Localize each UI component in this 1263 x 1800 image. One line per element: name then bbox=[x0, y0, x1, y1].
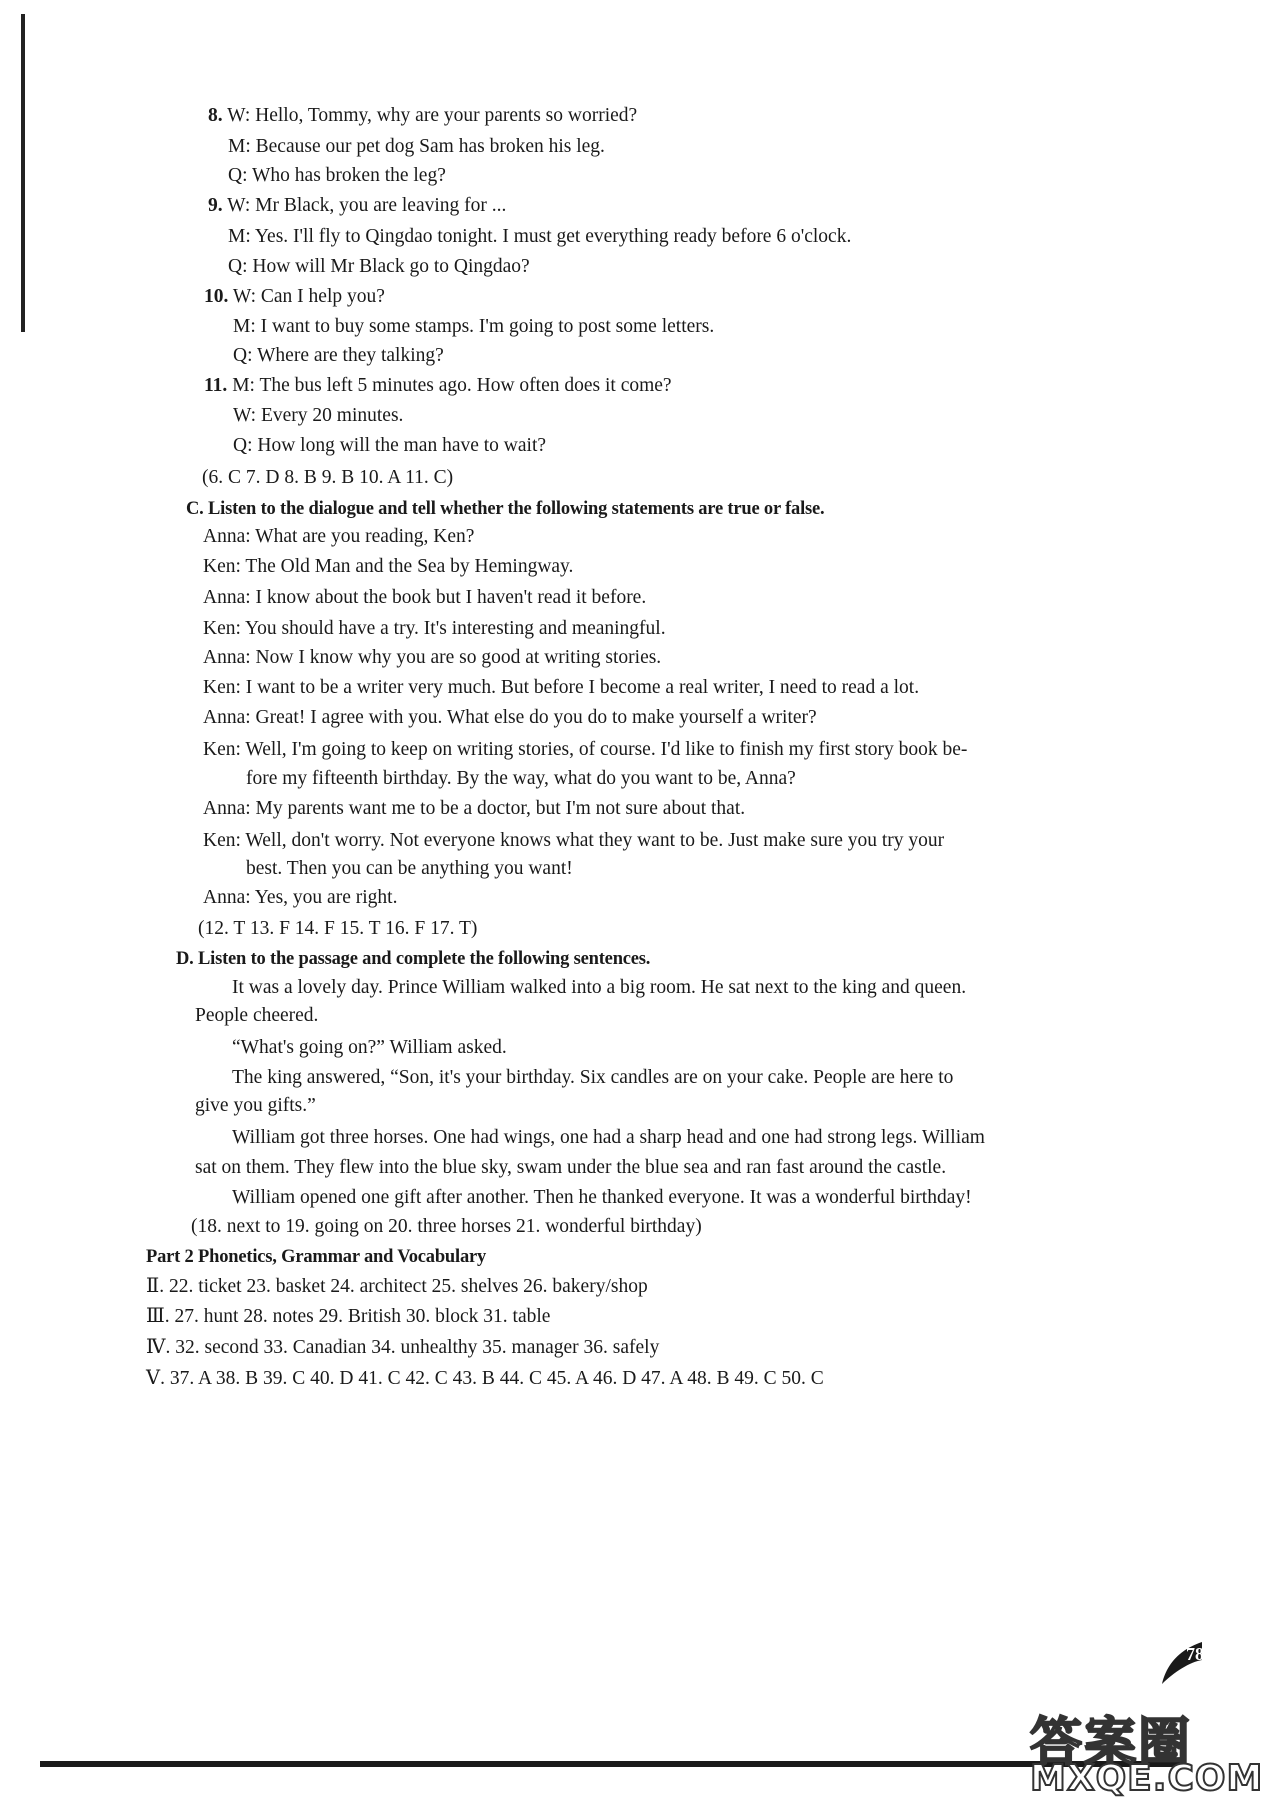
dialogue-8-line-2: M: Because our pet dog Sam has broken his leg. bbox=[228, 136, 605, 157]
section-c-line: Anna: I know about the book but I haven't read it before. bbox=[203, 587, 647, 608]
section-c-line: Anna: Now I know why you are so good at writing stories. bbox=[203, 647, 662, 668]
part-2-heading: Part 2 Phonetics, Grammar and Vocabulary bbox=[146, 1247, 487, 1267]
section-c-line: Ken: Well, don't worry. Not everyone knows what they want to be. Just make sure you try your bbox=[203, 830, 945, 851]
section-c-line: Anna: Great! I agree with you. What else do you do to make yourself a writer? bbox=[203, 707, 817, 728]
section-d-line: William got three horses. One had wings, one had a sharp head and one had strong legs. William bbox=[232, 1127, 985, 1148]
bottom-rule bbox=[40, 1761, 1180, 1767]
part-2-row-v: Ⅴ. 37. A 38. B 39. C 40. D 41. C 42. C 43. B 44. C 45. A 46. D 47. A 48. B 49. C 50. C bbox=[146, 1368, 824, 1389]
section-d-line: William opened one gift after another. Then he thanked everyone. It was a wonderful birthday! bbox=[232, 1187, 972, 1208]
dialogue-9-line-2: M: Yes. I'll fly to Qingdao tonight. I must get everything ready before 6 o'clock. bbox=[228, 226, 852, 247]
section-c-line: fore my fifteenth birthday. By the way, what do you want to be, Anna? bbox=[246, 768, 796, 789]
section-c-line: Anna: My parents want me to be a doctor, but I'm not sure about that. bbox=[203, 798, 746, 819]
page-number: 78 bbox=[1186, 1644, 1204, 1664]
section-d-line: It was a lovely day. Prince William walked into a big room. He sat next to the king and queen. bbox=[232, 977, 967, 998]
dialogue-11-line-3: Q: How long will the man have to wait? bbox=[233, 435, 547, 456]
section-d-heading: D. Listen to the passage and complete the following sentences. bbox=[176, 949, 651, 969]
answers-section-b: (6. C 7. D 8. B 9. B 10. A 11. C) bbox=[202, 467, 454, 488]
section-c-line: Ken: Well, I'm going to keep on writing stories, of course. I'd like to finish my first story book be- bbox=[203, 739, 968, 760]
dialogue-10-line-3: Q: Where are they talking? bbox=[233, 345, 444, 366]
part-2-row-iii: Ⅲ. 27. hunt 28. notes 29. British 30. block 31. table bbox=[146, 1306, 551, 1327]
left-edge-bar bbox=[21, 14, 25, 332]
answers-section-d: (18. next to 19. going on 20. three horses 21. wonderful birthday) bbox=[191, 1216, 702, 1237]
section-c-line: Anna: Yes, you are right. bbox=[203, 887, 398, 908]
watermark-text-top: 答案圈 bbox=[1030, 1713, 1193, 1773]
dialogue-11-line-2: W: Every 20 minutes. bbox=[233, 405, 404, 426]
section-d-line: sat on them. They flew into the blue sky, swam under the blue sea and ran fast around the castle. bbox=[195, 1157, 947, 1178]
section-c-line: Anna: What are you reading, Ken? bbox=[203, 526, 475, 547]
section-c-line: Ken: The Old Man and the Sea by Hemingway. bbox=[203, 556, 574, 577]
page-number-tab bbox=[1160, 1638, 1202, 1686]
dialogue-8-line-3: Q: Who has broken the leg? bbox=[228, 165, 446, 186]
section-c-line: best. Then you can be anything you want! bbox=[246, 858, 573, 879]
section-d-line: give you gifts.” bbox=[195, 1095, 316, 1116]
part-2-row-ii: Ⅱ. 22. ticket 23. basket 24. architect 25. shelves 26. bakery/shop bbox=[146, 1276, 648, 1297]
section-c-heading: C. Listen to the dialogue and tell whether the following statements are true or false. bbox=[186, 499, 825, 519]
part-2-row-iv: Ⅳ. 32. second 33. Canadian 34. unhealthy 35. manager 36. safely bbox=[146, 1337, 660, 1358]
dialogue-9-line-1: 9. W: Mr Black, you are leaving for ... bbox=[208, 195, 507, 216]
dialogue-9-line-3: Q: How will Mr Black go to Qingdao? bbox=[228, 256, 530, 277]
section-d-line: The king answered, “Son, it's your birthday. Six candles are on your cake. People are here to bbox=[232, 1067, 954, 1088]
watermark-text-bottom: MXQE.COM bbox=[1030, 1758, 1263, 1799]
section-c-line: Ken: I want to be a writer very much. But before I become a real writer, I need to read a lot. bbox=[203, 677, 920, 698]
dialogue-8-line-1: 8. W: Hello, Tommy, why are your parents so worried? bbox=[208, 105, 638, 126]
section-d-line: “What's going on?” William asked. bbox=[232, 1037, 507, 1058]
answers-section-c: (12. T 13. F 14. F 15. T 16. F 17. T) bbox=[198, 918, 478, 939]
dialogue-10-line-1: 10. W: Can I help you? bbox=[204, 286, 385, 307]
watermark-logo bbox=[1030, 1700, 1263, 1800]
section-d-line: People cheered. bbox=[195, 1005, 319, 1026]
dialogue-11-line-1: 11. M: The bus left 5 minutes ago. How often does it come? bbox=[204, 375, 672, 396]
section-c-line: Ken: You should have a try. It's interesting and meaningful. bbox=[203, 618, 666, 639]
dialogue-10-line-2: M: I want to buy some stamps. I'm going to post some letters. bbox=[233, 316, 715, 337]
